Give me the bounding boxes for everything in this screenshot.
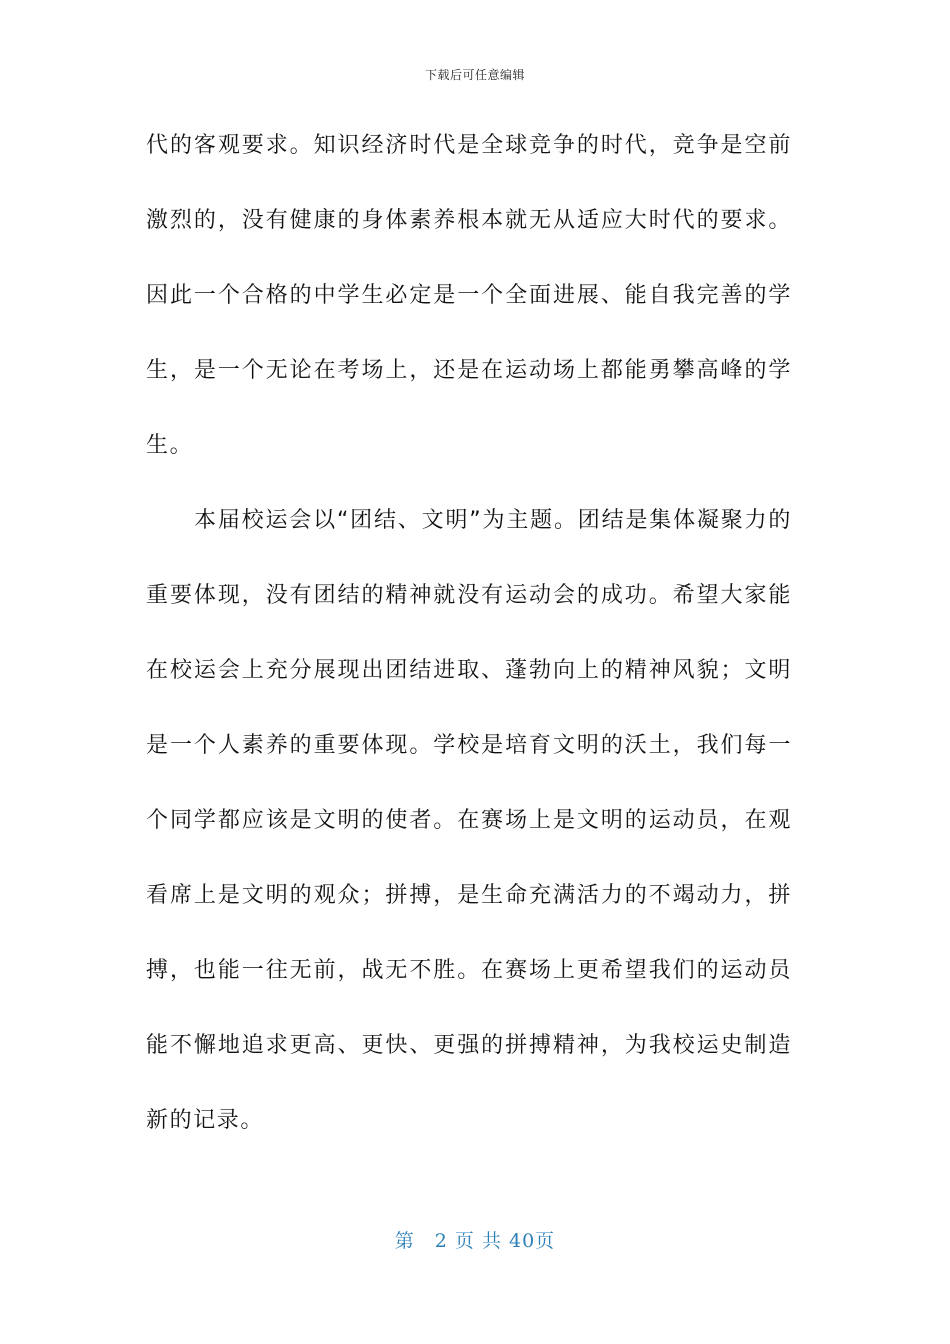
paragraph-1: 代的客观要求。知识经济时代是全球竞争的时代，竞争是空前激烈的，没有健康的身体素养根本就无从适应大时代的要求。因此一个合格的中学生必定是一个全面进展、能自我完善的学生，是一个无论在考场上，还是在运动场上都能勇攀高峰的学生。 (146, 133, 792, 458)
paragraph-2: 本届校运会以“团结、文明”为主题。团结是集体凝聚力的重要体现，没有团结的精神就没有运动会的成功。希望大家能在校运会上充分展现出团结进取、蓬勃向上的精神风貌；文明是一个人素养的重要体现。学校是培育文明的沃土，我们每一个同学都应该是文明的使者。在赛场上是文明的运动员，在观看席上是文明的观众；拼搏，是生命充满活力的不竭动力，拼搏，也能一往无前，战无不胜。在赛场上更希望我们的运动员能不懈地追求更高、更快、更强的拼搏精神，为我校运史制造新的记录。 (146, 508, 792, 1133)
page-number: 第 2 页 共 40页 (394, 1230, 556, 1252)
header-note: 下载后可任意编辑 (424, 68, 525, 82)
document-body (146, 108, 792, 1158)
